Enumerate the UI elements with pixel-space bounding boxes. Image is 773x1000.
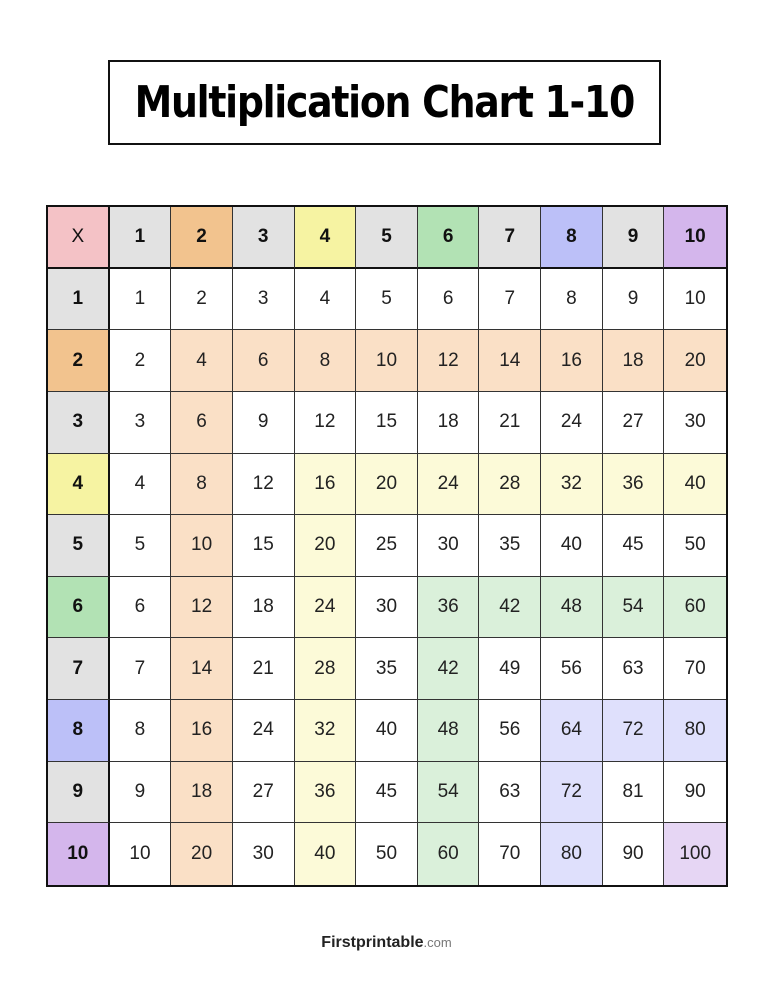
column-header: 8 (541, 207, 603, 269)
product-cell: 2 (171, 269, 233, 331)
column-header: 7 (479, 207, 541, 269)
page-title: Multiplication Chart 1-10 (134, 77, 635, 128)
product-cell: 18 (418, 392, 480, 454)
column-header: 6 (418, 207, 480, 269)
product-cell: 8 (541, 269, 603, 331)
product-cell: 35 (479, 515, 541, 577)
product-cell: 7 (479, 269, 541, 331)
row-header: 7 (48, 638, 110, 700)
product-cell: 20 (295, 515, 357, 577)
product-cell: 70 (479, 823, 541, 885)
product-cell: 8 (295, 330, 357, 392)
product-cell: 36 (295, 762, 357, 824)
row-header: 8 (48, 700, 110, 762)
product-cell: 16 (171, 700, 233, 762)
product-cell: 21 (233, 638, 295, 700)
product-cell: 30 (356, 577, 418, 639)
column-header: 5 (356, 207, 418, 269)
title-box (108, 60, 661, 145)
product-cell: 6 (171, 392, 233, 454)
product-cell: 20 (356, 454, 418, 516)
row-header: 1 (48, 269, 110, 331)
product-cell: 18 (171, 762, 233, 824)
product-cell: 63 (603, 638, 665, 700)
product-cell: 56 (479, 700, 541, 762)
product-cell: 8 (110, 700, 172, 762)
product-cell: 80 (664, 700, 726, 762)
product-cell: 50 (356, 823, 418, 885)
product-cell: 20 (664, 330, 726, 392)
product-cell: 12 (418, 330, 480, 392)
product-cell: 72 (541, 762, 603, 824)
product-cell: 30 (233, 823, 295, 885)
product-cell: 10 (664, 269, 726, 331)
product-cell: 4 (110, 454, 172, 516)
product-cell: 2 (110, 330, 172, 392)
product-cell: 100 (664, 823, 726, 885)
product-cell: 18 (603, 330, 665, 392)
product-cell: 1 (110, 269, 172, 331)
product-cell: 15 (233, 515, 295, 577)
product-cell: 5 (356, 269, 418, 331)
product-cell: 24 (295, 577, 357, 639)
product-cell: 7 (110, 638, 172, 700)
footer-tld: .com (423, 935, 452, 950)
product-cell: 42 (479, 577, 541, 639)
product-cell: 12 (171, 577, 233, 639)
product-cell: 6 (418, 269, 480, 331)
product-cell: 40 (295, 823, 357, 885)
row-header: 9 (48, 762, 110, 824)
product-cell: 16 (295, 454, 357, 516)
product-cell: 12 (295, 392, 357, 454)
product-cell: 5 (110, 515, 172, 577)
product-cell: 24 (418, 454, 480, 516)
product-cell: 45 (356, 762, 418, 824)
row-header: 6 (48, 577, 110, 639)
row-header: 10 (48, 823, 110, 885)
product-cell: 25 (356, 515, 418, 577)
column-header: 1 (110, 207, 172, 269)
product-cell: 28 (295, 638, 357, 700)
column-header: 3 (233, 207, 295, 269)
footer-brand: Firstprintable (321, 934, 424, 951)
product-cell: 24 (541, 392, 603, 454)
product-cell: 4 (295, 269, 357, 331)
column-header: 2 (171, 207, 233, 269)
footer-logo (0, 934, 773, 952)
product-cell: 9 (603, 269, 665, 331)
product-cell: 70 (664, 638, 726, 700)
product-cell: 60 (664, 577, 726, 639)
product-cell: 49 (479, 638, 541, 700)
product-cell: 40 (356, 700, 418, 762)
product-cell: 27 (233, 762, 295, 824)
product-cell: 35 (356, 638, 418, 700)
product-cell: 6 (110, 577, 172, 639)
column-header: 9 (603, 207, 665, 269)
corner-cell: X (48, 207, 110, 269)
product-cell: 48 (541, 577, 603, 639)
row-header: 3 (48, 392, 110, 454)
product-cell: 10 (110, 823, 172, 885)
product-cell: 36 (603, 454, 665, 516)
multiplication-grid (46, 205, 728, 887)
product-cell: 16 (541, 330, 603, 392)
row-header: 2 (48, 330, 110, 392)
product-cell: 6 (233, 330, 295, 392)
product-cell: 8 (171, 454, 233, 516)
product-cell: 3 (233, 269, 295, 331)
product-cell: 24 (233, 700, 295, 762)
product-cell: 27 (603, 392, 665, 454)
product-cell: 56 (541, 638, 603, 700)
product-cell: 32 (295, 700, 357, 762)
product-cell: 90 (664, 762, 726, 824)
product-cell: 10 (171, 515, 233, 577)
product-cell: 30 (664, 392, 726, 454)
product-cell: 36 (418, 577, 480, 639)
product-cell: 81 (603, 762, 665, 824)
column-header: 10 (664, 207, 726, 269)
product-cell: 40 (541, 515, 603, 577)
product-cell: 64 (541, 700, 603, 762)
product-cell: 18 (233, 577, 295, 639)
product-cell: 40 (664, 454, 726, 516)
product-cell: 48 (418, 700, 480, 762)
product-cell: 63 (479, 762, 541, 824)
product-cell: 9 (110, 762, 172, 824)
product-cell: 28 (479, 454, 541, 516)
product-cell: 9 (233, 392, 295, 454)
product-cell: 15 (356, 392, 418, 454)
product-cell: 14 (479, 330, 541, 392)
product-cell: 10 (356, 330, 418, 392)
product-cell: 72 (603, 700, 665, 762)
product-cell: 54 (418, 762, 480, 824)
product-cell: 12 (233, 454, 295, 516)
product-cell: 60 (418, 823, 480, 885)
product-cell: 30 (418, 515, 480, 577)
product-cell: 50 (664, 515, 726, 577)
product-cell: 42 (418, 638, 480, 700)
product-cell: 80 (541, 823, 603, 885)
row-header: 4 (48, 454, 110, 516)
row-header: 5 (48, 515, 110, 577)
product-cell: 45 (603, 515, 665, 577)
product-cell: 54 (603, 577, 665, 639)
column-header: 4 (295, 207, 357, 269)
product-cell: 32 (541, 454, 603, 516)
product-cell: 20 (171, 823, 233, 885)
product-cell: 90 (603, 823, 665, 885)
product-cell: 14 (171, 638, 233, 700)
product-cell: 3 (110, 392, 172, 454)
product-cell: 21 (479, 392, 541, 454)
product-cell: 4 (171, 330, 233, 392)
